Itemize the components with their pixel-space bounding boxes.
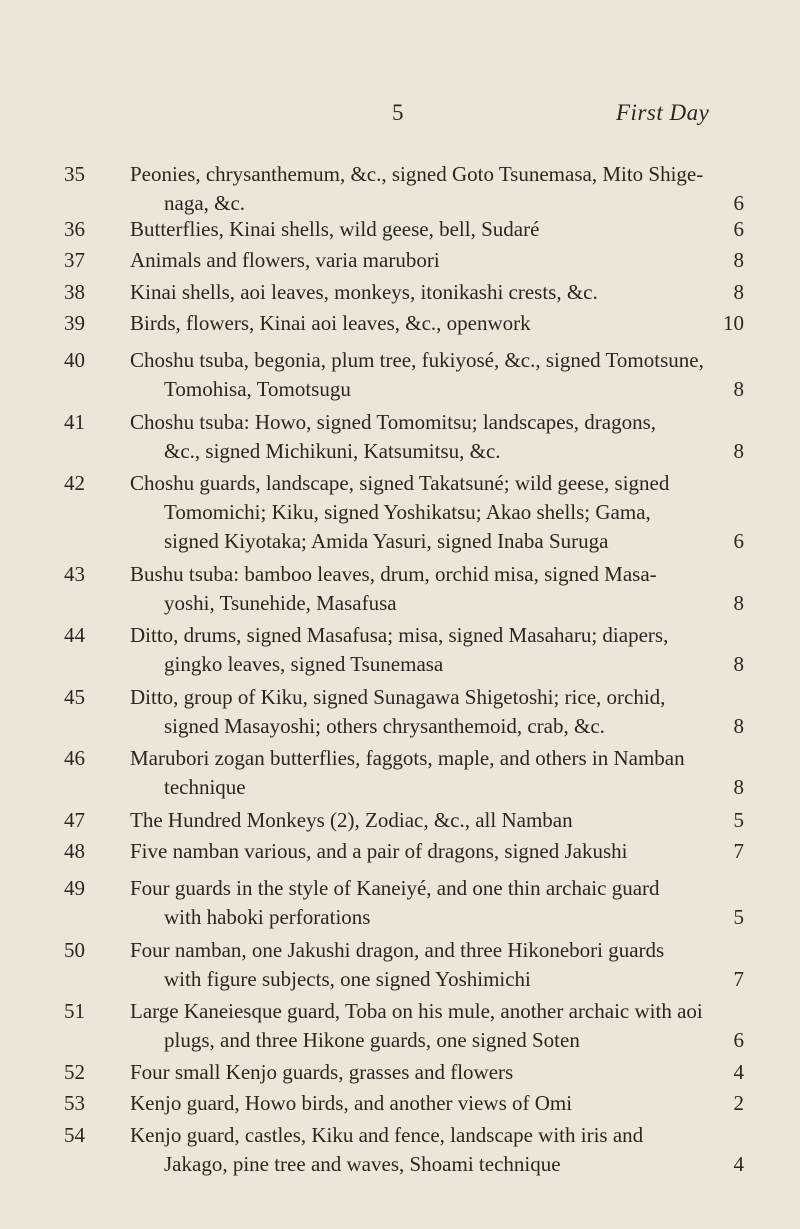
lot-description xyxy=(130,278,704,307)
running-head: First Day xyxy=(616,100,710,125)
lot-description xyxy=(130,997,704,1055)
lot-number: 44 xyxy=(64,623,85,647)
lot-number: 37 xyxy=(64,248,85,272)
lot-description-line: Kenjo guard, Howo birds, and another views of Omi xyxy=(130,1091,573,1115)
lot-number: 40 xyxy=(64,348,85,372)
lot-description-line: Butterflies, Kinai shells, wild geese, bell, Sudaré xyxy=(130,217,540,241)
lot-description-line: Birds, flowers, Kinai aoi leaves, &c., openwork xyxy=(130,311,531,335)
lot-description-line: Choshu tsuba: Howo, signed Tomomitsu; landscapes, dragons, xyxy=(130,410,657,434)
lot-description-line: The Hundred Monkeys (2), Zodiac, &c., all Namban xyxy=(130,808,573,832)
lot-description-line: Four namban, one Jakushi dragon, and three Hikonebori guards xyxy=(130,938,665,962)
lot-description xyxy=(130,408,704,466)
lot-description-line: Four guards in the style of Kaneiyé, and one thin archaic guard xyxy=(130,876,660,900)
lot-number: 36 xyxy=(64,217,85,241)
lot-description xyxy=(130,1121,704,1179)
lot-description-line: Five namban various, and a pair of dragons, signed Jakushi xyxy=(130,839,628,863)
lot-quantity: 8 xyxy=(733,652,744,676)
lot-description-line: Tomohisa, Tomotsugu xyxy=(164,377,351,401)
lot-number: 48 xyxy=(64,839,85,863)
lot-number: 52 xyxy=(64,1060,85,1084)
lot-quantity: 6 xyxy=(733,529,744,553)
lot-quantity: 2 xyxy=(733,1091,744,1115)
lot-description-line: &c., signed Michikuni, Katsumitsu, &c. xyxy=(164,439,501,463)
lot-quantity: 8 xyxy=(733,377,744,401)
lot-description-line: Marubori zogan butterflies, faggots, maple, and others in Namban xyxy=(130,746,685,770)
lot-quantity: 8 xyxy=(733,280,744,304)
lot-description-line: naga, &c. xyxy=(164,191,246,215)
lot-quantity: 8 xyxy=(733,248,744,272)
lot-description-line: Four small Kenjo guards, grasses and flowers xyxy=(130,1060,514,1084)
lot-description-line: Ditto, drums, signed Masafusa; misa, signed Masaharu; diapers, xyxy=(130,623,669,647)
page-number: 5 xyxy=(392,100,404,125)
lot-number: 38 xyxy=(64,280,85,304)
lot-quantity: 8 xyxy=(733,439,744,463)
page-header xyxy=(0,100,800,130)
lot-number: 47 xyxy=(64,808,85,832)
lot-quantity: 8 xyxy=(733,591,744,615)
lot-description-line: Peonies, chrysanthemum, &c., signed Goto Tsunemasa, Mito Shige- xyxy=(130,162,704,186)
lot-description-line: Animals and flowers, varia marubori xyxy=(130,248,440,272)
lot-quantity: 8 xyxy=(733,775,744,799)
lot-number: 54 xyxy=(64,1123,85,1147)
lot-description-line: Kinai shells, aoi leaves, monkeys, itonikashi crests, &c. xyxy=(130,280,598,304)
lot-number: 49 xyxy=(64,876,85,900)
lot-description-line: Jakago, pine tree and waves, Shoami technique xyxy=(164,1152,561,1176)
lot-description xyxy=(130,160,704,218)
lot-quantity: 4 xyxy=(733,1152,744,1176)
lot-quantity: 7 xyxy=(733,967,744,991)
lot-description-line: plugs, and three Hikone guards, one signed Soten xyxy=(164,1028,580,1052)
lot-number: 45 xyxy=(64,685,85,709)
lot-number: 51 xyxy=(64,999,85,1023)
lot-description xyxy=(130,806,704,835)
lot-description-line: with haboki perforations xyxy=(164,905,371,929)
lot-description-line: with figure subjects, one signed Yoshimichi xyxy=(164,967,531,991)
lot-quantity: 5 xyxy=(733,905,744,929)
lot-description xyxy=(130,874,704,932)
lot-number: 50 xyxy=(64,938,85,962)
lot-description xyxy=(130,560,704,618)
lot-description xyxy=(130,936,704,994)
lot-quantity: 6 xyxy=(733,1028,744,1052)
lot-quantity: 7 xyxy=(733,839,744,863)
lot-description xyxy=(130,837,704,866)
lot-quantity: 5 xyxy=(733,808,744,832)
lot-description-line: signed Masayoshi; others chrysanthemoid, crab, &c. xyxy=(164,714,605,738)
lot-description-line: signed Kiyotaka; Amida Yasuri, signed Inaba Suruga xyxy=(164,529,609,553)
lot-number: 42 xyxy=(64,471,85,495)
lot-description xyxy=(130,469,704,556)
lot-number: 53 xyxy=(64,1091,85,1115)
lot-quantity: 10 xyxy=(723,311,744,335)
lot-description-line: gingko leaves, signed Tsunemasa xyxy=(164,652,444,676)
lot-description-line: Large Kaneiesque guard, Toba on his mule, another archaic with aoi xyxy=(130,999,703,1023)
lot-description xyxy=(130,309,704,338)
lot-description xyxy=(130,215,704,244)
lot-number: 46 xyxy=(64,746,85,770)
lot-quantity: 6 xyxy=(733,217,744,241)
lot-quantity: 8 xyxy=(733,714,744,738)
lot-description-line: Tomomichi; Kiku, signed Yoshikatsu; Akao shells; Gama, xyxy=(164,500,651,524)
lot-quantity: 4 xyxy=(733,1060,744,1084)
lot-description xyxy=(130,1089,704,1118)
lot-description xyxy=(130,683,704,741)
lot-description-line: yoshi, Tsunehide, Masafusa xyxy=(164,591,397,615)
lot-description xyxy=(130,246,704,275)
lot-number: 43 xyxy=(64,562,85,586)
lot-description xyxy=(130,621,704,679)
lot-description-line: technique xyxy=(164,775,246,799)
lot-description-line: Ditto, group of Kiku, signed Sunagawa Shigetoshi; rice, orchid, xyxy=(130,685,666,709)
lot-quantity: 6 xyxy=(733,191,744,215)
lot-description-line: Choshu guards, landscape, signed Takatsuné; wild geese, signed xyxy=(130,471,670,495)
lot-number: 35 xyxy=(64,162,85,186)
lot-description-line: Kenjo guard, castles, Kiku and fence, landscape with iris and xyxy=(130,1123,644,1147)
lot-number: 41 xyxy=(64,410,85,434)
lot-description xyxy=(130,1058,704,1087)
lot-number: 39 xyxy=(64,311,85,335)
lot-description-line: Bushu tsuba: bamboo leaves, drum, orchid misa, signed Masa- xyxy=(130,562,657,586)
lot-description xyxy=(130,744,704,802)
lot-description xyxy=(130,346,704,404)
lot-description-line: Choshu tsuba, begonia, plum tree, fukiyosé, &c., signed Tomotsune, xyxy=(130,348,704,372)
